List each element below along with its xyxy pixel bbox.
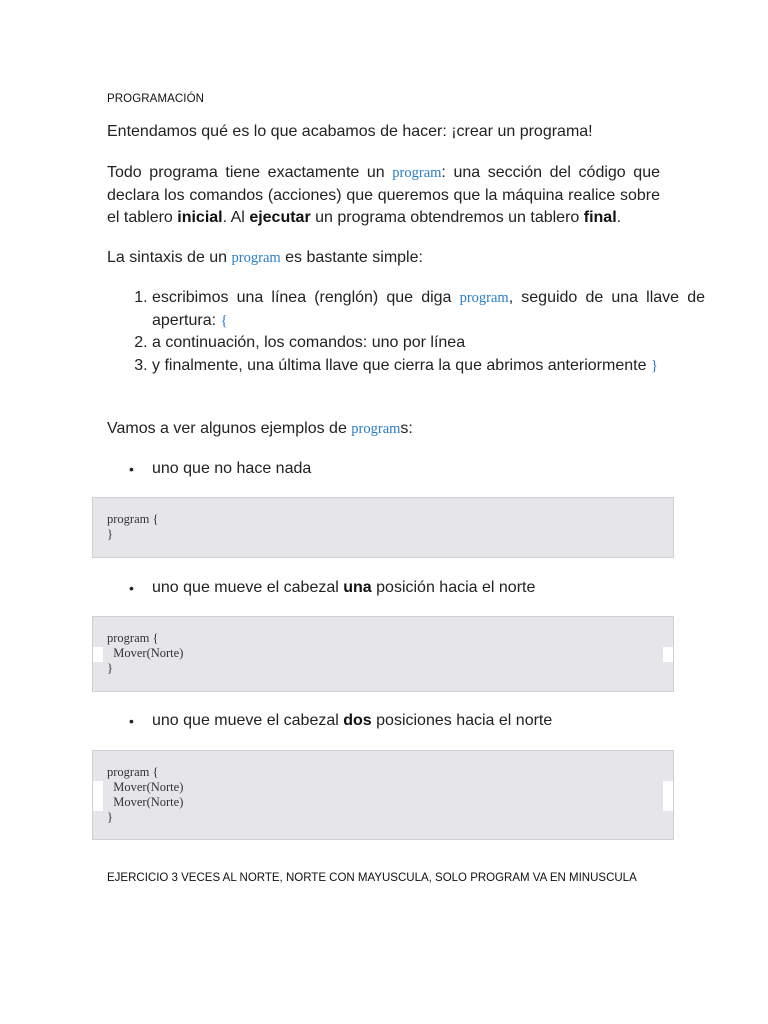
text-run: y finalmente, una última llave que cierra la que abrimos anteriormente: [152, 356, 651, 374]
syntax-steps-list: [107, 287, 705, 377]
code-block: [92, 616, 674, 692]
code-line: }: [107, 527, 113, 541]
bold-inicial: inicial: [177, 209, 223, 226]
text-run: La sintaxis de un: [107, 249, 232, 266]
exercise-note: EJERCICIO 3 VECES AL NORTE, NORTE CON MAYUSCULA, SOLO PROGRAM VA EN MINUSCULA: [107, 872, 637, 884]
program-definition-paragraph: [107, 162, 660, 230]
code-line: Mover(Norte): [107, 646, 184, 660]
code-line: program {: [107, 512, 159, 526]
code-gutter-mark: [93, 781, 103, 811]
bold-text: una: [343, 579, 372, 596]
section-title: PROGRAMACIÓN: [107, 93, 205, 105]
list-item: [152, 332, 705, 355]
inline-code-program: program: [231, 250, 281, 266]
bold-final: final: [583, 209, 617, 226]
text-run: s:: [400, 420, 413, 437]
example-description: [152, 577, 535, 600]
bullet-icon: •: [129, 580, 134, 596]
example-description: [152, 458, 311, 481]
bold-text: dos: [343, 712, 372, 729]
text-run: , seguido de una llave de apertura:: [152, 289, 706, 329]
list-item: [152, 287, 705, 332]
code-block: [92, 750, 674, 840]
list-item: [152, 355, 705, 378]
text-run: uno que mueve el cabezal: [152, 712, 344, 729]
syntax-paragraph: [107, 247, 660, 270]
close-brace: }: [650, 357, 659, 374]
inline-code-program: program: [351, 421, 401, 437]
bullet-icon: •: [129, 713, 134, 729]
examples-intro-paragraph: [107, 418, 660, 441]
text-run: .: [616, 209, 622, 226]
code-gutter-mark: [93, 647, 103, 662]
text-run: Todo programa tiene exactamente un: [107, 164, 393, 181]
code-gutter-mark: [663, 781, 673, 811]
text-run: posiciones hacia el norte: [371, 712, 553, 729]
code-line: program {: [107, 631, 159, 645]
text-run: Vamos a ver algunos ejemplos de: [107, 420, 352, 437]
example-description: [152, 710, 552, 733]
text-run: es bastante simple:: [280, 249, 423, 266]
code-gutter-mark: [663, 647, 673, 662]
code-line: Mover(Norte): [107, 795, 184, 809]
intro-paragraph: Entendamos qué es lo que acabamos de hacer: ¡crear un programa!: [107, 123, 593, 140]
bold-ejecutar: ejecutar: [249, 209, 311, 226]
text-run: . Al: [222, 209, 250, 226]
open-brace: {: [220, 312, 228, 329]
inline-code-program: program: [392, 165, 442, 181]
bullet-icon: •: [129, 461, 134, 477]
code-line: Mover(Norte): [107, 780, 184, 794]
text-run: uno que no hace nada: [152, 460, 312, 477]
text-run: un programa obtendremos un tablero: [310, 209, 584, 226]
code-line: }: [107, 661, 113, 675]
text-run: escribimos una línea (renglón) que diga: [152, 289, 460, 306]
inline-code-program: program: [459, 290, 509, 306]
code-line: program {: [107, 765, 159, 779]
text-run: posición hacia el norte: [371, 579, 536, 596]
text-run: a continuación, los comandos: uno por línea: [152, 334, 466, 351]
code-line: }: [107, 810, 113, 824]
code-block: [92, 497, 674, 558]
text-run: : una sección del código que declara los comandos (acciones) que queremos que la máquina realice sobre el tablero: [107, 164, 660, 226]
text-run: uno que mueve el cabezal: [152, 579, 344, 596]
